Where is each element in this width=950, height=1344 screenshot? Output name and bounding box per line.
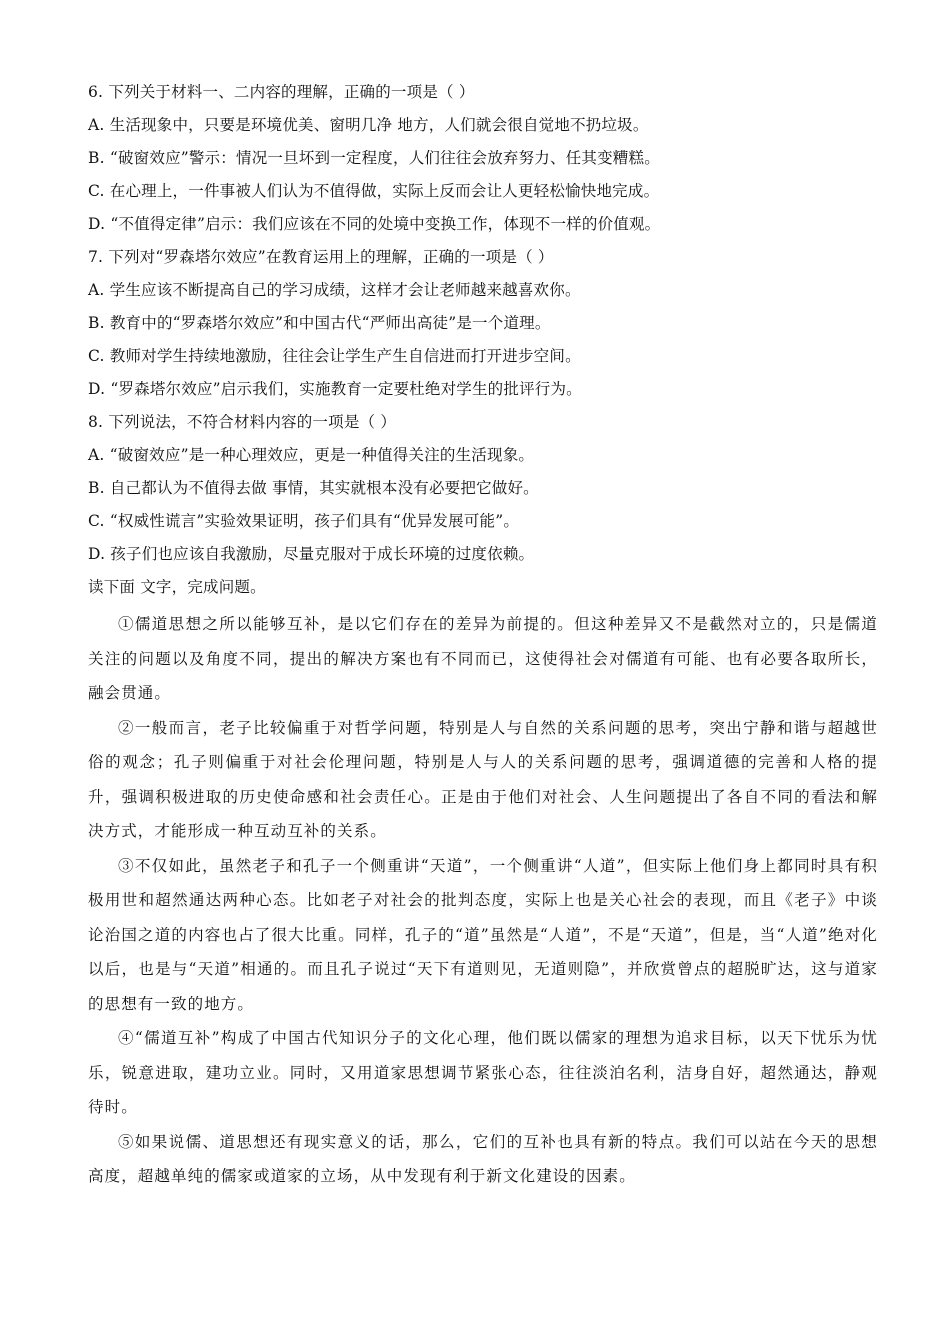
option-d: D. “不值得定律”启示：我们应该在不同的处境中变换工作，体现不一样的价值观。 [88,215,661,233]
option-a: A. 学生应该不断提高自己的学习成绩，这样才会让老师越来越喜欢你。 [88,281,581,299]
question-stem: 7. 下列对“罗森塔尔效应”在教育运用上的理解，正确的一项是（ ） [88,248,554,266]
exam-page [88,76,878,1194]
option-b: B. “破窗效应”警示：情况一旦坏到一定程度，人们往往会放弃努力、任其变糟糕。 [88,149,660,167]
option-b: B. 教育中的“罗森塔尔效应”和中国古代“严师出高徒”是一个道理。 [88,314,551,332]
option-d: D. “罗森塔尔效应”启示我们，实施教育一定要杜绝对学生的批评行为。 [88,380,582,398]
question-stem: 6. 下列关于材料一、二内容的理解，正确的一项是（ ） [88,83,475,101]
passage-paragraph-3: ③不仅如此，虽然老子和孔子一个侧重讲“天道”，一个侧重讲“人道”，但实际上他们身上都同时具有积极用世和超然通达两种心态。比如老子对社会的批判态度，实际上也是关心社会的表现，而且《老子》中谈论治国之道的内容也占了很大比重。同样，孔子的“道”虽然是“人道”，不是“天道”，但是，当“人道”绝对化以后，也是与“天道”相通的。而且孔子说过“天下有道则见，无道则隐”，并欣赏曾点的超脱旷达，这与道家的思想有一致的地方。 [88,856,878,1013]
option-d: D. 孩子们也应该自我激励，尽量克服对于成长环境的过度依赖。 [88,545,535,563]
option-b: B. 自己都认为不值得去做 事情，其实就根本没有必要把它做好。 [88,479,539,497]
option-c: C. 在心理上，一件事被人们认为不值得做，实际上反而会让人更轻松愉快地完成。 [88,182,660,200]
passage-paragraph-4: ④“儒道互补”构成了中国古代知识分子的文化心理，他们既以儒家的理想为追求目标，以天下忧乐为忧乐，锐意进取，建功立业。同时，又用道家思想调节紧张心态，往往淡泊名利，洁身自好，超然通达，静观待时。 [88,1029,878,1116]
option-a: A. 生活现象中，只要是环境优美、窗明几净 地方，人们就会很自觉地不扔垃圾。 [88,116,649,134]
reading-instruction: 读下面 文字，完成问题。 [88,578,266,596]
passage-paragraph-2: ②一般而言，老子比较偏重于对哲学问题，特别是人与自然的关系问题的思考，突出宁静和谐与超越世俗的观念；孔子则偏重于对社会伦理问题，特别是人与人的关系问题的思考，强调道德的完善和人格的提升，强调积极进取的历史使命感和社会责任心。正是由于他们对社会、人生问题提出了各自不同的看法和解决方式，才能形成一种互动互补的关系。 [88,718,878,840]
question-7 [88,241,878,406]
passage-paragraph-1: ①儒道思想之所以能够互补，是以它们存在的差异为前提的。但这种差异又不是截然对立的，只是儒道关注的问题以及角度不同，提出的解决方案也有不同而已，这使得社会对儒道有可能、也有必要各取所长，融会贯通。 [88,615,878,702]
question-8 [88,406,878,571]
question-6 [88,76,878,241]
passage-paragraph-5: ⑤如果说儒、道思想还有现实意义的话，那么，它们的互补也具有新的特点。我们可以站在今天的思想高度，超越单纯的儒家或道家的立场，从中发现有利于新文化建设的因素。 [88,1132,878,1185]
option-c: C. “权威性谎言”实验效果证明，孩子们具有“优异发展可能”。 [88,512,520,530]
question-stem: 8. 下列说法，不符合材料内容的一项是（ ） [88,413,397,431]
option-c: C. 教师对学生持续地激励，往往会让学生产生自信进而打开进步空间。 [88,347,581,365]
reading-passage [88,607,878,1194]
option-a: A. “破窗效应”是一种心理效应，更是一种值得关注的生活现象。 [88,446,535,464]
